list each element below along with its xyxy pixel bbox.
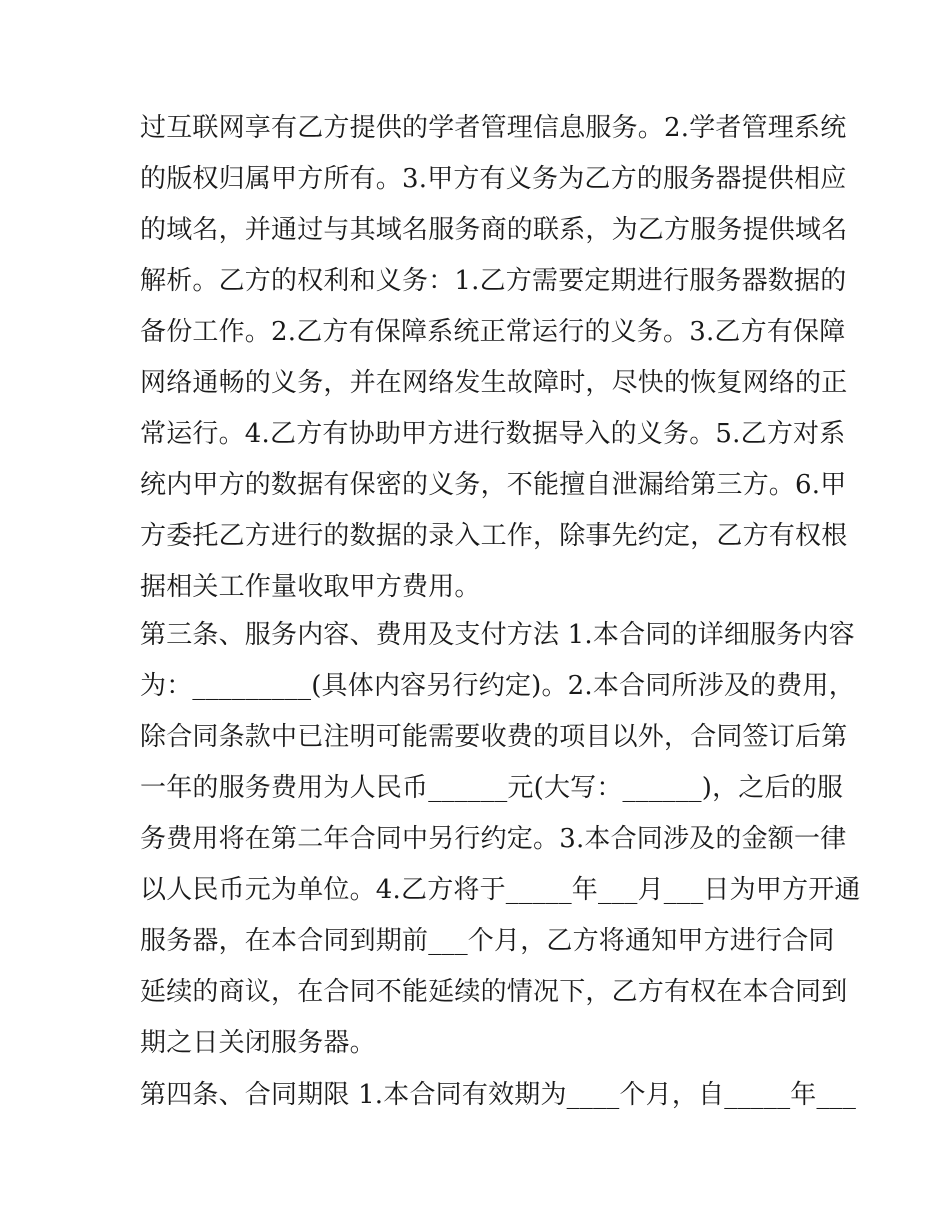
text-line: 以人民币元为单位。4.乙方将于_____年___月___日为甲方开通 bbox=[140, 875, 861, 905]
text-line: 第四条、合同期限 1.本合同有效期为____个月，自_____年___ bbox=[140, 1080, 857, 1110]
text-line: 服务器，在本合同到期前___个月，乙方将通知甲方进行合同 bbox=[140, 926, 835, 956]
text-line: 网络通畅的义务，并在网络发生故障时，尽快的恢复网络的正 bbox=[140, 368, 848, 398]
text-line: 的域名，并通过与其域名服务商的联系，为乙方服务提供域名 bbox=[140, 215, 848, 245]
text-line: 据相关工作量收取甲方费用。 bbox=[140, 572, 481, 602]
text-line: 方委托乙方进行的数据的录入工作，除事先约定，乙方有权根 bbox=[140, 521, 848, 551]
text-line: 延续的商议，在合同不能延续的情况下，乙方有权在本合同到 bbox=[140, 977, 848, 1007]
text-line: 常运行。4.乙方有协助甲方进行数据导入的义务。5.乙方对系 bbox=[140, 419, 846, 449]
paragraph-obligations bbox=[140, 103, 848, 613]
text-line: 的版权归属甲方所有。3.甲方有义务为乙方的服务器提供相应 bbox=[140, 164, 847, 194]
paragraph-article-4 bbox=[140, 1070, 857, 1121]
text-line: 务费用将在第二年合同中另行约定。3.本合同涉及的金额一律 bbox=[140, 824, 847, 854]
text-line: 为：_________(具体内容另行约定)。2.本合同所涉及的费用， bbox=[140, 671, 855, 701]
text-line: 解析。乙方的权利和义务：1.乙方需要定期进行服务器数据的 bbox=[140, 266, 847, 296]
text-line: 统内甲方的数据有保密的义务，不能擅自泄漏给第三方。6.甲 bbox=[140, 470, 847, 500]
text-line: 期之日关闭服务器。 bbox=[140, 1028, 376, 1058]
text-line: 除合同条款中已注明可能需要收费的项目以外，合同签订后第 bbox=[140, 722, 848, 752]
text-line: 第三条、服务内容、费用及支付方法 1.本合同的详细服务内容 bbox=[140, 620, 855, 650]
text-line: 过互联网享有乙方提供的学者管理信息服务。2.学者管理系统 bbox=[140, 113, 847, 143]
paragraph-article-3 bbox=[140, 610, 861, 1069]
text-line: 一年的服务费用为人民币______元(大写：______)，之后的服 bbox=[140, 773, 844, 803]
text-line: 备份工作。2.乙方有保障系统正常运行的义务。3.乙方有保障 bbox=[140, 317, 846, 347]
